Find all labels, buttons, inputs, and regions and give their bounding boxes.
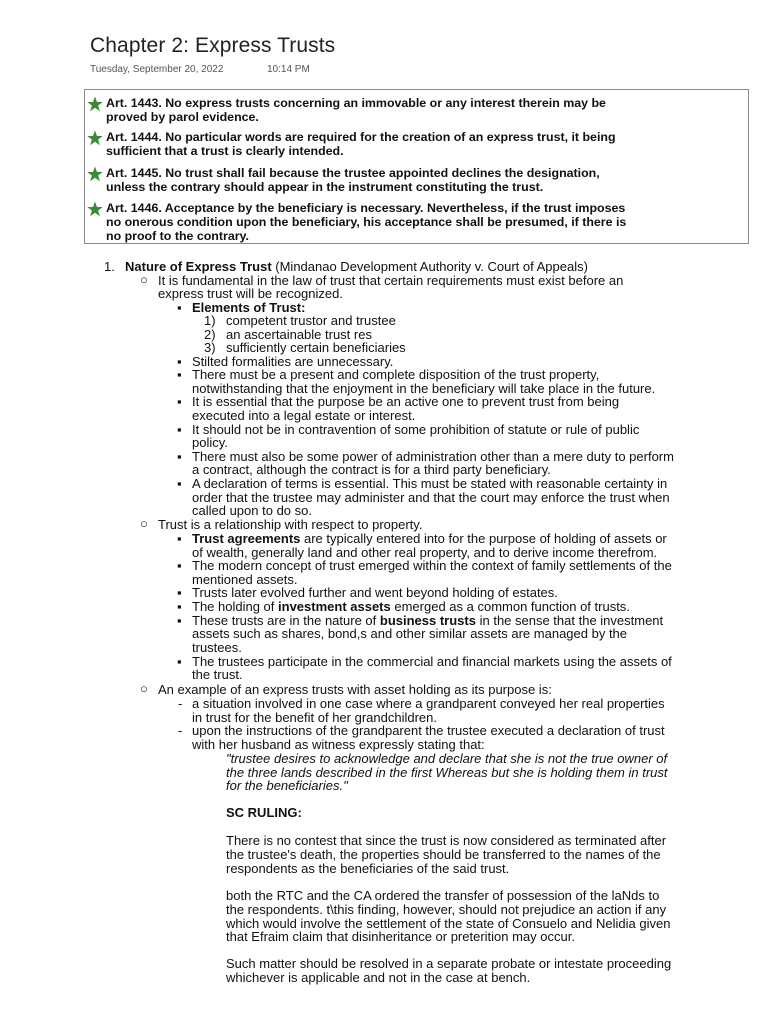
- outline-text: [192, 532, 667, 546]
- outline-heading: [125, 260, 588, 274]
- article-line: no onerous condition upon the beneficiary, his acceptance shall be presumed, if there is: [106, 215, 627, 229]
- outline-text: There must be a present and complete disposition of the trust property,: [192, 367, 600, 382]
- article-line: Art. 1446. Acceptance by the beneficiary is necessary. Nevertheless, if the trust imposes: [106, 201, 626, 215]
- star-icon: [87, 166, 103, 182]
- page-title: Chapter 2: Express Trusts: [90, 34, 336, 57]
- outline-text: Trust is a relationship with respect to property.: [158, 517, 423, 532]
- outline-text: It is fundamental in the law of trust that certain requirements must exist before an: [158, 273, 624, 288]
- outline-text: [192, 600, 630, 614]
- square-bullet-icon: ▪: [177, 613, 182, 628]
- ruling-text: whichever is applicable and not in the case at bench.: [226, 970, 531, 985]
- outline-text: upon the instructions of the grandparent the trustee executed a declaration of trust: [192, 723, 665, 738]
- ruling-title: SC RULING:: [226, 805, 302, 820]
- element-item: sufficiently certain beneficiaries: [226, 340, 406, 355]
- square-bullet-icon: ▪: [177, 585, 182, 600]
- outline-text: in trust for the benefit of her grandchildren.: [192, 710, 437, 725]
- dash-bullet-icon: -: [178, 723, 183, 738]
- outline-text: Trusts later evolved further and went beyond holding of estates.: [192, 585, 558, 600]
- element-item: competent trustor and trustee: [226, 313, 396, 328]
- articles-box: [84, 89, 749, 244]
- dash-bullet-icon: -: [178, 696, 183, 711]
- square-bullet-icon: ▪: [177, 367, 182, 382]
- list-number: 1): [204, 313, 216, 328]
- square-bullet-icon: ▪: [177, 558, 182, 573]
- outline-text: It should not be in contravention of some prohibition of statute or rule of public: [192, 422, 640, 437]
- article-line: sufficient that a trust is clearly intended.: [106, 144, 344, 158]
- circle-bullet-icon: ○: [140, 516, 148, 531]
- term-bold: investment assets: [278, 599, 391, 614]
- ruling-text: both the RTC and the CA ordered the transfer of possession of the laNds to: [226, 888, 660, 903]
- star-icon: [87, 130, 103, 146]
- article-line: unless the contrary should appear in the instrument constituting the trust.: [106, 180, 544, 194]
- outline-text: notwithstanding that the enjoyment in the beneficiary will take place in the future.: [192, 381, 656, 396]
- outline-text: a contract, although the contract is for a third party beneficiary.: [192, 462, 551, 477]
- outline-text: emerged as a common function of trusts.: [390, 599, 630, 614]
- list-number: 1.: [104, 259, 115, 274]
- square-bullet-icon: ▪: [177, 476, 182, 491]
- quote-line: the three lands described in the first Whereas but she is holding them in trust: [226, 765, 668, 780]
- outline-text: executed into a legal estate or interest.: [192, 408, 416, 423]
- square-bullet-icon: ▪: [177, 354, 182, 369]
- square-bullet-icon: ▪: [177, 599, 182, 614]
- square-bullet-icon: ▪: [177, 449, 182, 464]
- outline-text: with her husband as witness expressly stating that:: [192, 737, 485, 752]
- square-bullet-icon: ▪: [177, 654, 182, 669]
- outline-text: in the sense that the investment: [475, 613, 664, 628]
- square-bullet-icon: ▪: [177, 422, 182, 437]
- ruling-text: Such matter should be resolved in a separate probate or intestate proceeding: [226, 956, 672, 971]
- circle-bullet-icon: ○: [140, 272, 148, 287]
- outline-text: There must also be some power of administration other than a mere duty to perform: [192, 449, 674, 464]
- term-bold: Trust agreements: [192, 531, 301, 546]
- outline-text: express trust will be recognized.: [158, 286, 343, 301]
- outline-text: the trust.: [192, 667, 243, 682]
- list-number: 3): [204, 340, 216, 355]
- square-bullet-icon: ▪: [177, 300, 182, 315]
- square-bullet-icon: ▪: [177, 531, 182, 546]
- star-icon: [87, 201, 103, 217]
- outline-text: order that the trustee may administer and that the court may enforce the trust when: [192, 490, 670, 505]
- circle-bullet-icon: ○: [140, 681, 148, 696]
- list-number: 2): [204, 327, 216, 342]
- star-icon: [87, 96, 103, 112]
- quote-line: for the beneficiaries.": [226, 778, 348, 793]
- page-date: Tuesday, September 20, 2022: [90, 64, 224, 75]
- outline-text: assets such as shares, bond,s and other similar assets are managed by the: [192, 626, 628, 641]
- outline-text: An example of an express trusts with asset holding as its purpose is:: [158, 682, 552, 697]
- page-time: 10:14 PM: [267, 64, 310, 75]
- article-line: no proof to the contrary.: [106, 229, 249, 243]
- outline-text: The holding of: [192, 599, 279, 614]
- ruling-text: respondents as the beneficiaries of the said trust.: [226, 861, 510, 876]
- ruling-text: There is no contest that since the trust is now considered as terminated after: [226, 833, 667, 848]
- ruling-text: the respondents. t\this finding, however, should not prejudice an action if any: [226, 902, 667, 917]
- term-bold: business trusts: [379, 613, 476, 628]
- outline-text: policy.: [192, 435, 228, 450]
- outline-text: It is essential that the purpose be an active one to prevent trust from being: [192, 394, 620, 409]
- quote-line: "trustee desires to acknowledge and declare that she is not the true owner of: [226, 751, 668, 766]
- outline-text: These trusts are in the nature of: [192, 613, 380, 628]
- article-line: Art. 1444. No particular words are required for the creation of an express trust, it being: [106, 130, 616, 144]
- ruling-text: which would involve the settlement of the state of Consuelo and Nelidia given: [226, 916, 671, 931]
- outline-text: are typically entered into for the purpose of holding of assets or: [300, 531, 667, 546]
- outline-text: called upon to do so.: [192, 503, 312, 518]
- outline-text: mentioned assets.: [192, 572, 298, 587]
- article-line: proved by parol evidence.: [106, 110, 259, 124]
- element-item: an ascertainable trust res: [226, 327, 372, 342]
- article-line: Art. 1445. No trust shall fail because the trustee appointed declines the designation,: [106, 166, 600, 180]
- heading-bold: Nature of Express Trust: [125, 259, 272, 274]
- ruling-text: that Efraim claim that disinheritance or preterition may occur.: [226, 929, 575, 944]
- outline-text: of wealth, generally land and other real property, and to derive income therefrom.: [192, 545, 658, 560]
- elements-title: Elements of Trust:: [192, 300, 306, 315]
- heading-citation: (Mindanao Development Authority v. Court of Appeals): [271, 259, 588, 274]
- outline-text: A declaration of terms is essential. This must be stated with reasonable certainty in: [192, 476, 668, 491]
- article-line: Art. 1443. No express trusts concerning an immovable or any interest therein may be: [106, 96, 606, 110]
- outline-text: The modern concept of trust emerged within the context of family settlements of the: [192, 558, 672, 573]
- outline-text: a situation involved in one case where a grandparent conveyed her real properties: [192, 696, 665, 711]
- outline-text: trustees.: [192, 640, 242, 655]
- outline-text: The trustees participate in the commercial and financial markets using the assets of: [192, 654, 672, 669]
- ruling-text: the trustee's death, the properties should be transferred to the names of the: [226, 847, 661, 862]
- square-bullet-icon: ▪: [177, 394, 182, 409]
- outline-text: Stilted formalities are unnecessary.: [192, 354, 394, 369]
